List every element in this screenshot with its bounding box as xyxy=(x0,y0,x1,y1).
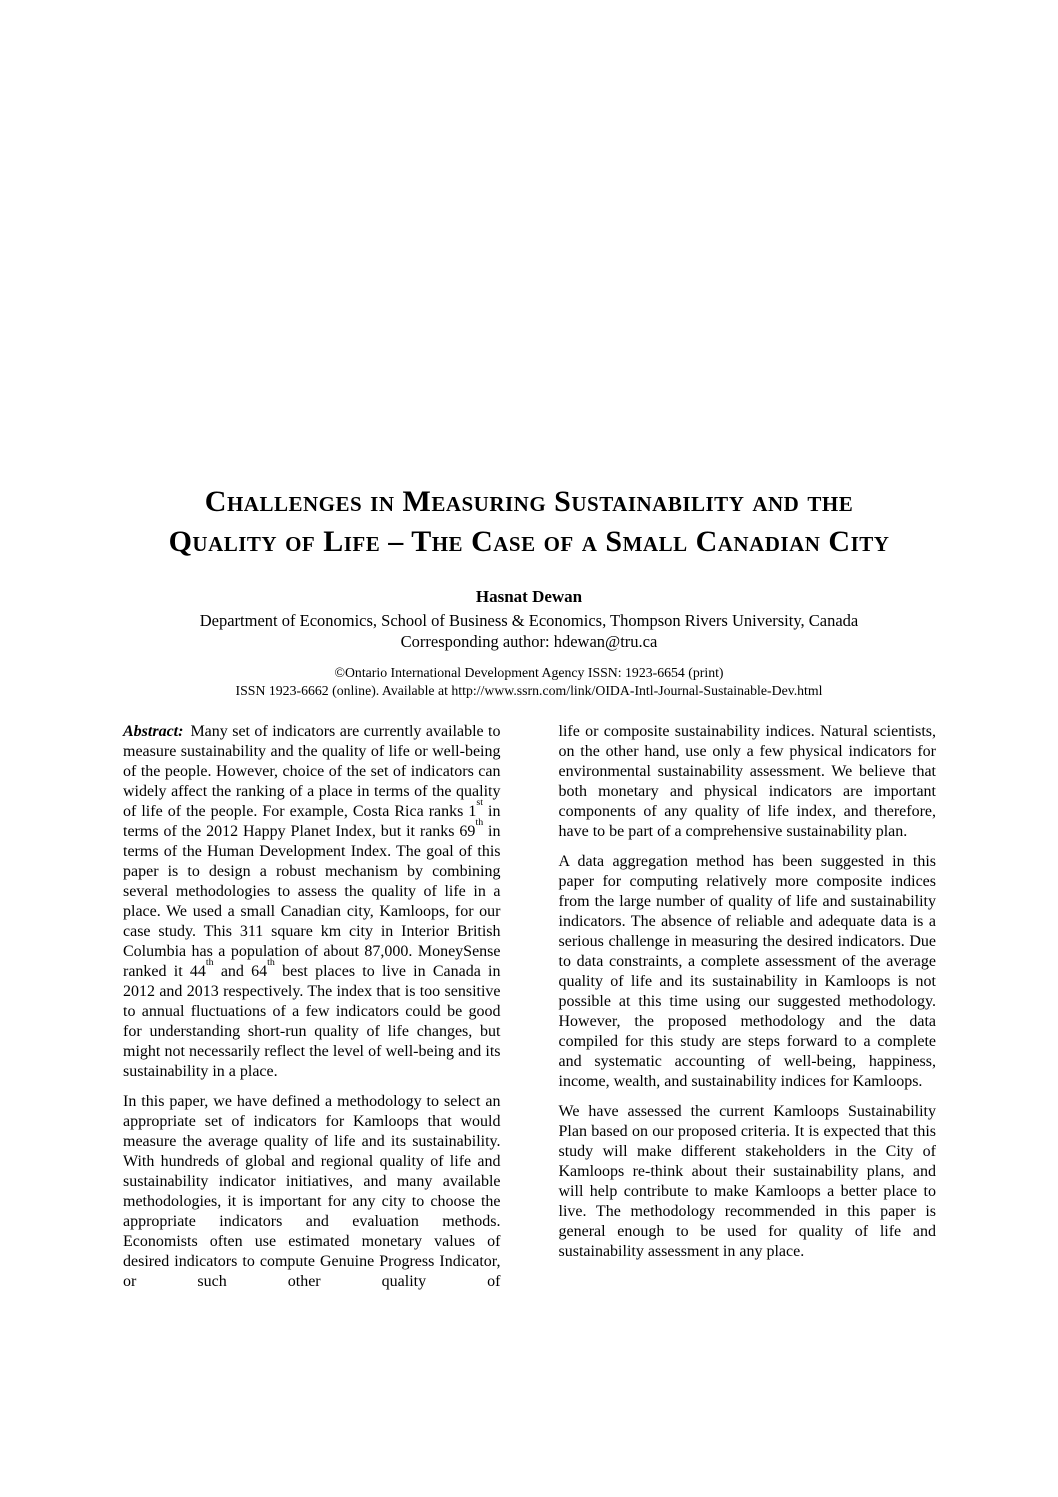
abstract-text-segment: and 64 xyxy=(213,963,268,980)
author-affiliation: Department of Economics, School of Business & Economics, Thompson Rivers University, Canada xyxy=(199,611,859,630)
abstract-text-segment: Many set of indicators are currently available to measure sustainability and the quality of life or well-being of the people. However, choice of the set of indicators can widely affect the ranking of a place in terms of the quality of life of the people. For example, Costa Rica ranks 1 xyxy=(123,723,501,820)
paper-title xyxy=(60,482,998,562)
ordinal-superscript: th xyxy=(267,957,275,969)
author-name: Hasnat Dewan xyxy=(475,587,583,606)
left-column xyxy=(123,722,501,1302)
abstract-text-segment: in terms of the 2012 Happy Planet Index, but it ranks 69 xyxy=(123,803,501,840)
corresponding-author-line: Corresponding author: hdewan@tru.ca xyxy=(400,632,658,651)
body-paragraph: We have assessed the current Kamloops Sustainability Plan based on our proposed criteria. It is expected that this study will make different stakeholders in the City of Kamloops re-think about their sustainability plans, and will help contribute to make Kamloops a better place to live. The methodology recommended in this paper is general enough to be used for quality of life and sustainability assessment in any place. xyxy=(558,1103,936,1260)
ordinal-superscript: th xyxy=(475,817,484,829)
publisher-issn-block xyxy=(0,664,1058,699)
body-paragraph: In this paper, we have defined a methodology to select an appropriate set of indicators for Kamloops that would measure the average quality of life and its sustainability. With hundreds of global and regional quality of life and sustainability indicator initiatives, and many available methodologies, it is important for any city to choose the appropriate indicators and evaluation methods. Economists often use estimated monetary values of desired indicators to compute Genuine Progress Indicator, or such other quality of xyxy=(123,1093,501,1290)
abstract-text-segment: in terms of the Human Development Index. The goal of this paper is to design a robust mechanism by combining several methodologies to assess the quality of life in a place. We used a small Canadian city, Kamloops, for our case study. This 311 square km city in Interior British Columbia has a population of about 87,000. MoneySense ranked it 44 xyxy=(123,823,501,980)
body-paragraph: life or composite sustainability indices. Natural scientists, on the other hand, use only a few physical indicators for environmental sustainability assessment. We believe that both monetary and physical indicators are important components of any quality of life index, and therefore, have to be part of a comprehensive sustainability plan. xyxy=(558,723,936,840)
ordinal-superscript: th xyxy=(205,957,214,969)
abstract-paragraph xyxy=(123,722,501,1082)
issn-print-line: ©Ontario International Development Agency ISSN: 1923-6654 (print) xyxy=(334,665,724,680)
abstract-text-segment: best places to live in Canada in 2012 and 2013 respectively. The index that is too sensitive to annual fluctuations of a few indicators could be good for understanding short-run quality of life changes, but might not necessarily reflect the level of well-being and its sustainability in a place. xyxy=(123,963,501,1080)
ordinal-superscript: st xyxy=(476,797,484,809)
title-line-2: Quality of Life – The Case of a Small Canadian City xyxy=(168,525,890,558)
issn-online-line: ISSN 1923-6662 (online). Available at http://www.ssrn.com/link/OIDA-Intl-Journal-Sustainable-Dev.html xyxy=(235,682,823,698)
two-column-body xyxy=(123,722,936,1302)
abstract-label: Abstract: xyxy=(123,723,184,740)
body-paragraph: A data aggregation method has been suggested in this paper for computing relatively more composite indices from the large number of quality of life and sustainability indicators. The absence of reliable and adequate data is a serious challenge in measuring the desired indicators. Due to data constraints, a complete assessment of the average quality of life and its sustainability in Kamloops is not possible at this time using our suggested methodology. However, the proposed methodology and the data compiled for this study are steps forward to a complete and systematic accounting of well-being, happiness, income, wealth, and sustainability indices for Kamloops. xyxy=(558,853,936,1090)
title-line-1: Challenges in Measuring Sustainability and the xyxy=(204,485,854,518)
right-column xyxy=(559,722,937,1302)
